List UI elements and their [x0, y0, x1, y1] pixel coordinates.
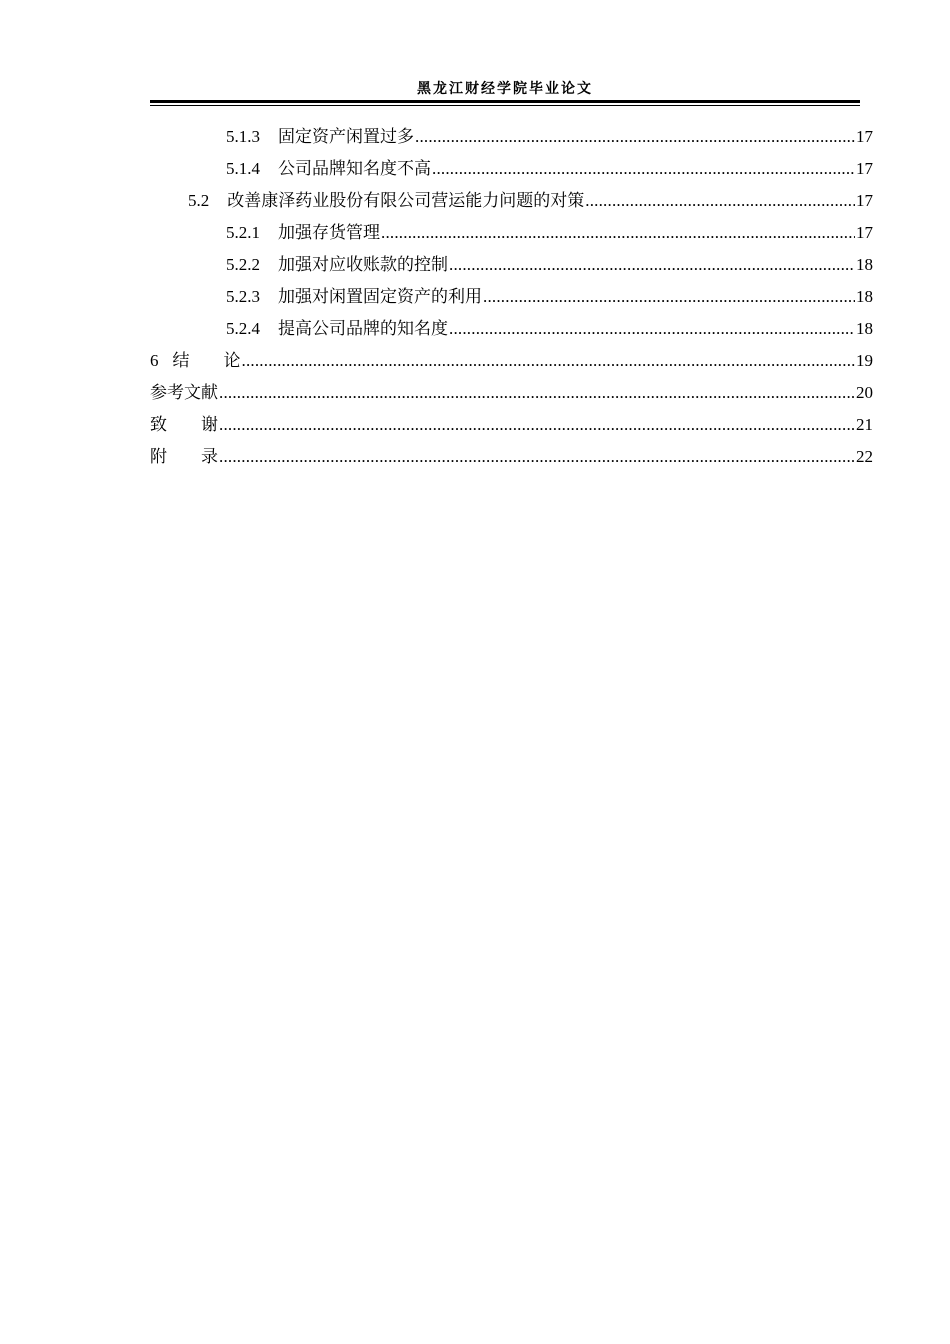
toc-entry-title: 固定资产闲置过多	[278, 127, 414, 147]
toc-dot-leader	[432, 155, 855, 183]
page-header: 黑龙江财经学院毕业论文	[417, 81, 593, 97]
toc-entry-number: 5.2.2	[226, 255, 260, 274]
toc-dot-leader	[449, 315, 855, 343]
toc-entry-5-2-4[interactable]	[150, 315, 873, 347]
toc-entry-title: 附 录	[150, 447, 218, 467]
toc-entry-6[interactable]	[150, 347, 873, 379]
toc-entry-page: 17	[856, 159, 873, 178]
toc-entry-5-2-2[interactable]	[150, 251, 873, 283]
toc-entry-page: 17	[856, 223, 873, 242]
toc-entry-page: 20	[856, 383, 873, 402]
toc-dot-leader	[219, 411, 855, 439]
toc-entry-number: 5.1.4	[226, 159, 260, 178]
toc-entry-title: 结 论	[172, 351, 241, 371]
toc-dot-leader	[415, 123, 855, 151]
toc-entry-page: 18	[856, 255, 873, 274]
toc-dot-leader	[219, 379, 855, 407]
table-of-contents	[150, 123, 873, 475]
toc-entry-appendix[interactable]	[150, 443, 873, 475]
toc-entry-title: 参考文献	[150, 383, 218, 403]
toc-entry-title: 提高公司品牌的知名度	[278, 319, 448, 339]
toc-entry-title: 加强对应收账款的控制	[278, 255, 448, 275]
toc-entry-number: 5.2.1	[226, 223, 260, 242]
toc-entry-5-1-4[interactable]	[150, 155, 873, 187]
toc-entry-references[interactable]	[150, 379, 873, 411]
toc-entry-title: 加强存货管理	[278, 223, 380, 243]
header-rule-thick	[150, 100, 860, 103]
toc-dot-leader	[242, 347, 856, 375]
toc-entry-title: 加强对闲置固定资产的利用	[278, 287, 482, 307]
toc-dot-leader	[483, 283, 855, 311]
toc-entry-title: 公司品牌知名度不高	[278, 159, 431, 179]
toc-entry-title: 改善康泽药业股份有限公司营运能力问题的对策	[227, 191, 585, 211]
toc-entry-page: 22	[856, 447, 873, 466]
toc-entry-page: 17	[856, 191, 873, 210]
toc-entry-page: 18	[856, 287, 873, 306]
toc-dot-leader	[585, 187, 855, 215]
toc-entry-5-2-1[interactable]	[150, 219, 873, 251]
toc-entry-page: 21	[856, 415, 873, 434]
toc-entry-page: 18	[856, 319, 873, 338]
toc-entry-acknowledgements[interactable]	[150, 411, 873, 443]
toc-entry-title: 致 谢	[150, 415, 218, 435]
toc-entry-page: 19	[856, 351, 873, 370]
toc-entry-number: 6	[150, 351, 159, 370]
toc-dot-leader	[381, 219, 855, 247]
toc-entry-number: 5.2.3	[226, 287, 260, 306]
toc-entry-number: 5.1.3	[226, 127, 260, 146]
toc-entry-5-2[interactable]	[150, 187, 873, 219]
header-rule-thin	[150, 105, 860, 106]
toc-entry-5-2-3[interactable]	[150, 283, 873, 315]
toc-entry-page: 17	[856, 127, 873, 146]
toc-dot-leader	[219, 443, 855, 471]
toc-entry-number: 5.2	[188, 191, 210, 210]
toc-dot-leader	[449, 251, 855, 279]
toc-entry-number: 5.2.4	[226, 319, 260, 338]
toc-entry-5-1-3[interactable]	[150, 123, 873, 155]
